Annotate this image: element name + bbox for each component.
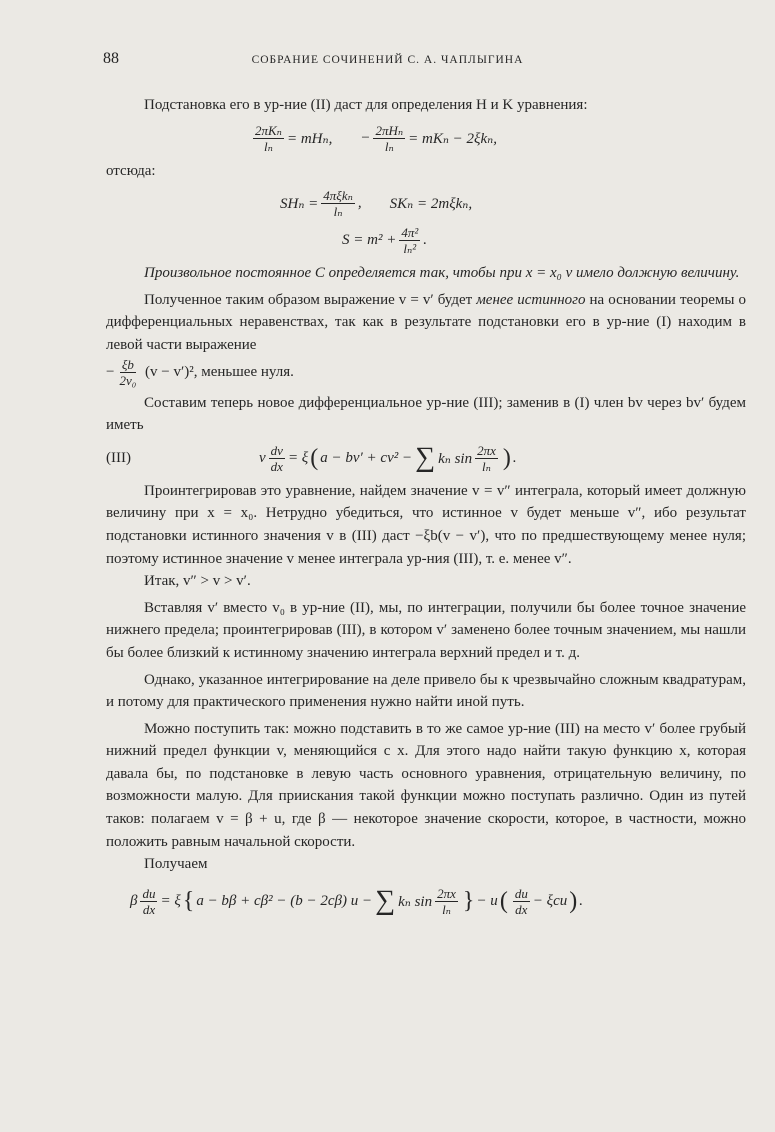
equation-III bbox=[106, 443, 746, 474]
numerator: 4πξkₙ bbox=[323, 188, 353, 204]
eq-text: kₙ sin bbox=[398, 893, 433, 910]
eq-text: − ξcu bbox=[532, 892, 568, 909]
equation-3 bbox=[342, 225, 746, 256]
numerator: 4π² bbox=[401, 225, 419, 241]
eq-text: v bbox=[258, 449, 266, 466]
sum-symbol: ∑ bbox=[415, 442, 436, 474]
eq-text: = mHₙ, bbox=[286, 130, 333, 147]
eq-text: kₙ sin bbox=[438, 450, 473, 467]
paragraph-8 bbox=[106, 669, 746, 714]
denominator: lₙ bbox=[482, 458, 491, 474]
fraction bbox=[117, 357, 138, 388]
eq-text: a − bv′ + cv² − bbox=[320, 449, 413, 466]
paren: ( bbox=[310, 444, 319, 471]
denominator: lₙ bbox=[384, 138, 394, 154]
eq-text: . bbox=[423, 232, 427, 249]
denominator: dx bbox=[270, 458, 283, 474]
eq-text: − bbox=[106, 363, 115, 380]
eq-text: . bbox=[512, 449, 517, 466]
numerator: 2πKₙ bbox=[255, 122, 282, 138]
numerator: du bbox=[514, 885, 528, 901]
paragraph-7 bbox=[106, 597, 746, 665]
paragraph-text: Произвольное постоянное C определяется так, чтобы при x = x₀ v имело должную величину. bbox=[144, 265, 740, 282]
eq-text: a − bβ + cβ² − (b − 2cβ) u − bbox=[196, 892, 373, 909]
paragraph-text: Полученное таким образом выражение v = v′ будет bbox=[144, 291, 477, 308]
paragraph-text: Проинтегрировав это уравнение, найдем значение v = v″ интеграла, который имеет должную величину при x = x₀. Нетрудно убедиться, что истинное v будет меньше v″, ибо результат подстановки истинного значения v в (III) даст −ξb(v − v′), что по предшествующему менее нуля; поэтому истинное значение v менее интеграла ур-ния (III), т. е. менее v″. bbox=[106, 482, 746, 567]
paragraph-text: Вставляя v′ вместо v₀ в ур-ние (II), мы, по интеграции, получили бы более точное значение нижнего предела; проинтегрировав (III), в котором v′ заменено более точным значением, мы нашли бы более близкий к истинному значению интеграла верхний предел и т. д. bbox=[106, 599, 746, 661]
sum-symbol: ∑ bbox=[375, 885, 396, 917]
eq-text: , bbox=[357, 195, 362, 212]
equation-1 bbox=[250, 123, 746, 154]
eq-text: − u bbox=[476, 892, 498, 909]
eq-text: − bbox=[360, 129, 371, 146]
numerator: 2πx bbox=[477, 442, 496, 458]
eq-text: . bbox=[579, 892, 584, 909]
paren: ) bbox=[569, 887, 578, 914]
brace: { bbox=[182, 887, 195, 914]
equation-label: (III) bbox=[106, 449, 131, 466]
fraction bbox=[253, 123, 284, 154]
paragraph-3 bbox=[106, 289, 746, 388]
eq-text: = ξ bbox=[160, 892, 181, 909]
paragraph-text: Составим теперь новое дифференциальное ур-ние (III); заменив в (I) член bv через bv′ будем иметь bbox=[106, 394, 746, 434]
numerator: 2πHₙ bbox=[375, 122, 404, 138]
fraction bbox=[373, 123, 405, 154]
page-number: 88 bbox=[103, 50, 119, 67]
paragraph-text: Однако, указанное интегрирование на деле привело бы к чрезвычайно сложным квадратурам, и потому для практического применения нужно найти иной путь. bbox=[106, 671, 746, 711]
fraction bbox=[399, 225, 420, 256]
paragraph-text: Подстановка его в ур-ние (II) даст для определения H и K уравнения: bbox=[144, 97, 588, 113]
paragraph-italic bbox=[106, 262, 746, 285]
denominator: lₙ bbox=[442, 901, 451, 917]
brace: } bbox=[462, 887, 475, 914]
fraction bbox=[321, 188, 355, 219]
paren: ) bbox=[502, 444, 511, 471]
text-column bbox=[106, 94, 746, 923]
paragraph-4 bbox=[106, 392, 746, 437]
fraction bbox=[269, 443, 285, 474]
fraction bbox=[513, 886, 530, 917]
eq-text: SHₙ = bbox=[280, 196, 319, 213]
denominator: dx bbox=[515, 901, 528, 917]
eq-text: S = m² + bbox=[342, 232, 397, 249]
numerator: dv bbox=[270, 442, 283, 458]
numerator: ξb bbox=[121, 356, 134, 372]
paragraph-text: Получаем bbox=[144, 856, 208, 873]
running-title: СОБРАНИЕ СОЧИНЕНИЙ С. А. ЧАПЛЫГИНА bbox=[251, 54, 524, 66]
numerator: du bbox=[142, 885, 156, 901]
paragraph-9 bbox=[106, 718, 746, 854]
eq-text: = mKₙ − 2ξkₙ, bbox=[408, 130, 497, 147]
paragraph-10 bbox=[106, 853, 746, 876]
denominator: dx bbox=[142, 901, 156, 917]
paragraph-6 bbox=[106, 570, 746, 593]
fraction bbox=[140, 886, 157, 917]
paragraph-5 bbox=[106, 480, 746, 570]
paragraph-text: на основании теоремы о дифференциальных неравенствах, так как в результате подстановки его в ур-ние (I) находим в левой части выражение bbox=[106, 291, 746, 353]
eq-text: = ξ bbox=[287, 449, 309, 466]
numerator: 2πx bbox=[437, 885, 456, 901]
paragraph-otsyuda: отсюда: bbox=[106, 162, 156, 179]
paragraph-text: (v − v′)², меньшее нуля. bbox=[145, 363, 294, 380]
paragraph-1 bbox=[106, 94, 746, 117]
paragraph-text: Можно поступить так: можно подставить в то же самое ур-ние (III) на место v′ более грубый нижний предел функции v, меняющийся с x. Для этого надо найти такую функцию x, которая давала бы, по подстановке в левую часть основного уравнения, отрицательную величину, по возможности малую. Для приискания такой функции можно поступать различно. Один из путей таков: полагаем v = β + u, где β — некоторое значение скорости, которое, в частности, можно положить равным начальной скорости. bbox=[106, 720, 746, 850]
fraction bbox=[475, 443, 498, 474]
equation-2 bbox=[280, 188, 746, 219]
denominator: lₙ² bbox=[403, 241, 417, 257]
denominator: lₙ bbox=[264, 138, 273, 154]
denominator: 2v₀ bbox=[119, 372, 137, 388]
paren: ( bbox=[499, 887, 508, 914]
eq-text: SKₙ = 2mξkₙ, bbox=[389, 196, 473, 213]
eq-text: β bbox=[130, 892, 138, 909]
fraction bbox=[435, 886, 458, 917]
denominator: lₙ bbox=[333, 204, 343, 220]
equation-final bbox=[130, 886, 746, 917]
paragraph-text: Итак, v″ > v > v′. bbox=[144, 573, 251, 590]
italic-text: менее истинного bbox=[476, 291, 586, 308]
